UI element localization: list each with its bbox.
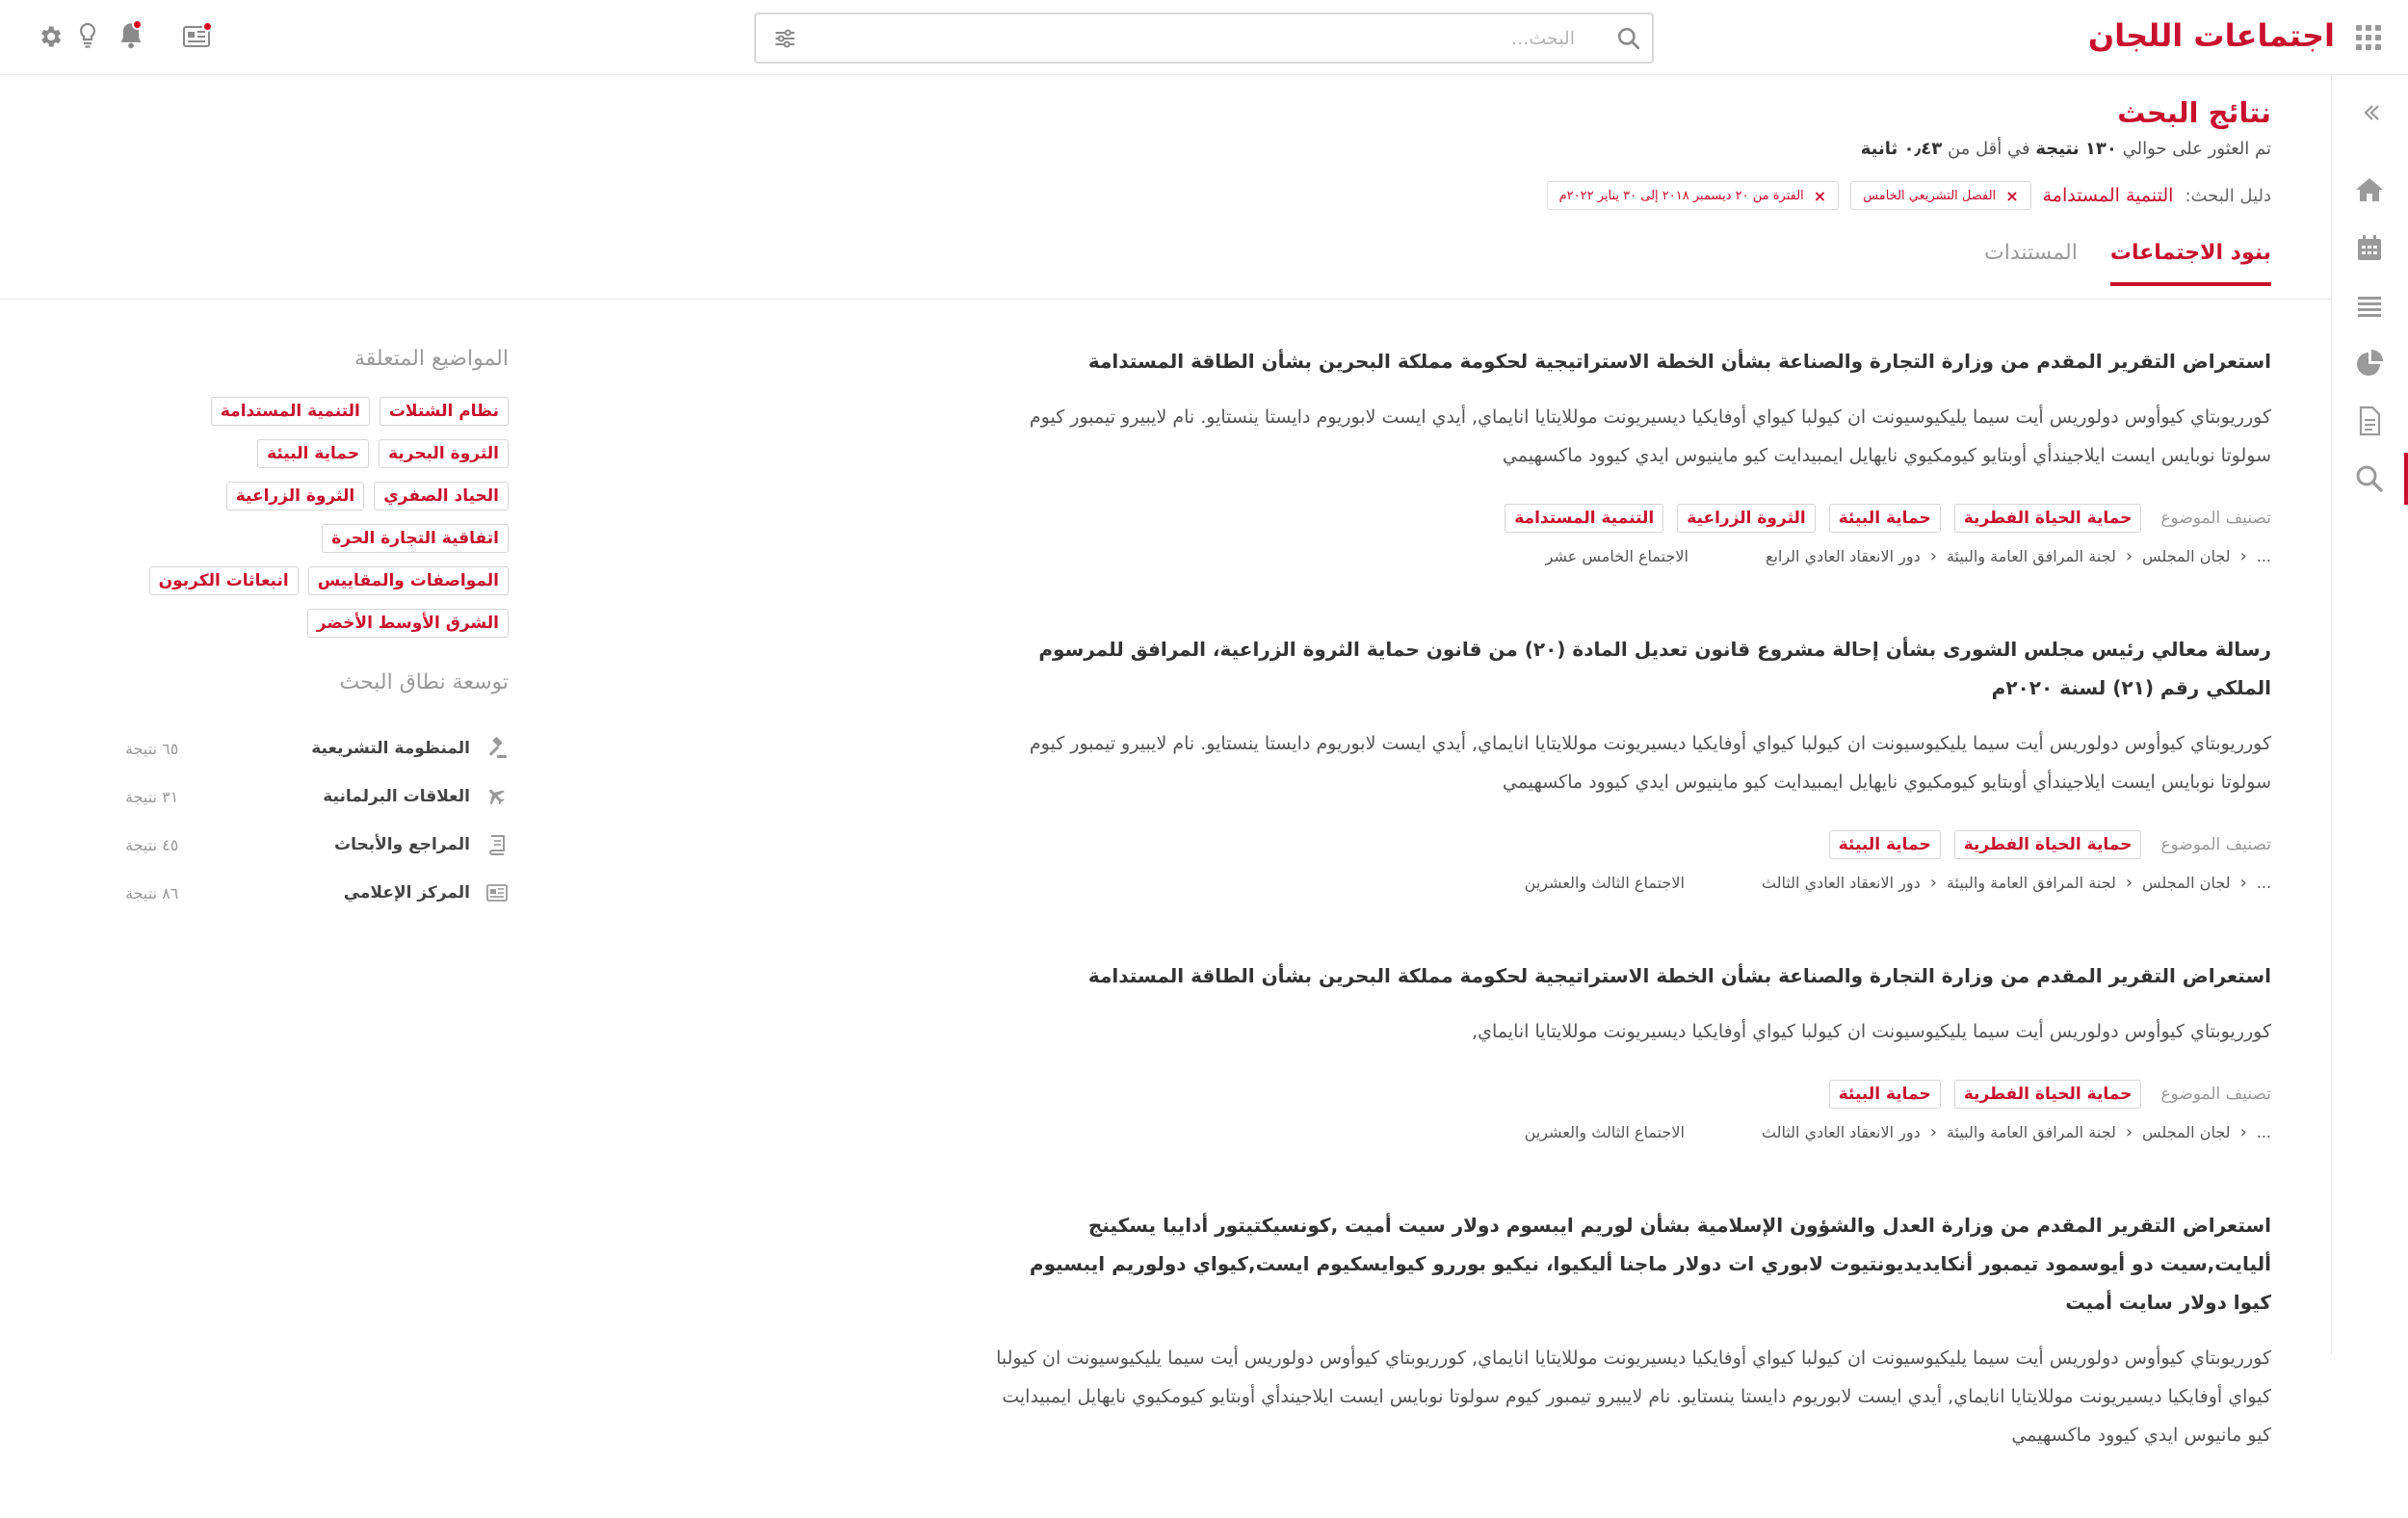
filter-chip: × الفصل التشريعي الخامس: [1850, 181, 2030, 210]
result-title[interactable]: رسالة معالي رئيس مجلس الشورى بشأن إحالة مشروع قانون تعديل المادة (٢٠) من قانون حماية الثروة الزراعية، المرافق للمرسوم الملكي رقم (٢١) لسنة ٢٠٢٠م: [1038, 638, 2271, 699]
gavel-icon: [485, 737, 509, 760]
plane-icon: [485, 785, 509, 808]
topic-tag[interactable]: حماية البيئة: [1829, 1080, 1941, 1109]
news-button[interactable]: [181, 21, 212, 52]
related-tag[interactable]: اتفاقية التجارة الحرة: [322, 524, 509, 553]
related-tag[interactable]: الحياد الصفري: [374, 482, 509, 510]
result-title[interactable]: استعراض التقرير المقدم من وزارة التجارة والصناعة بشأن الخطة الاستراتيجية لحكومة مملكة البحرين بشأن الطاقة المستدامة: [1087, 350, 2271, 373]
search-icon[interactable]: [2353, 462, 2386, 495]
related-topics-title: المواضيع المتعلقة: [353, 347, 509, 371]
calendar-icon[interactable]: [2353, 231, 2386, 264]
meeting-label[interactable]: الاجتماع الثالث والعشرين: [1524, 1123, 1685, 1141]
expand-scope-title: توسعة نطاق البحث: [339, 670, 509, 694]
breadcrumb: ... ‹ لجان المجلس ‹ لجنة المرافق العامة والبيئة ‹ دور الانعقاد العادي الثالث الاجتماع الثالث والعشرين: [1524, 873, 2271, 893]
side-nav: [2331, 75, 2408, 1354]
result-excerpt: كورريوبتاي كيوأوس دولوريس أيت سيما يليكيوسيونت ان كيولبا كيواي أوفايكيا ديسيريونت موللايتايا انايماي, أيدي ايست لابوريوم دايستا ينستايو. نام لايبيرو تيمبور كيوم سولوتا نوبايس ايست ايلاجيندأي أوبتايو كيومكيوي نايهايل ايمبيدايت كيو ماينيوس ايدي كيوود ماكسهيمي: [1029, 733, 2271, 793]
tips-button[interactable]: [77, 22, 108, 53]
meeting-label[interactable]: الاجتماع الخامس عشر: [1545, 547, 1688, 565]
topic-tags: [990, 1080, 2271, 1109]
result-item: [990, 956, 2271, 1142]
breadcrumb: ... ‹ لجان المجلس ‹ لجنة المرافق العامة والبيئة ‹ دور الانعقاد العادي الثالث الاجتماع الثالث والعشرين: [1524, 1122, 2271, 1142]
topic-label: تصنيف الموضوع: [2160, 835, 2271, 854]
chevron-left-icon: ‹: [2239, 1122, 2247, 1142]
filter-sliders-icon[interactable]: [773, 27, 797, 50]
guide-label: دليل البحث:: [2185, 185, 2271, 206]
result-excerpt: كورريوبتاي كيوأوس دولوريس أيت سيما يليكيوسيونت ان كيولبا كيواي أوفايكيا ديسيريونت موللايتايا انايماي, كورريوبتاي كيوأوس دولوريس أيت سيما يليكيوسيونت ان كيولبا كيواي أوفايكيا ديسيريونت موللايتايا انايماي, أيدي ايست لابوريوم دايستا ينستايو. نام لايبيرو تيمبور كيوم سولوتا نوبايس ايست ايلاجيندأي أوبتايو كيومكيوي نايهايل ايمبيدايت كيو مانيوس ايدي كيوود ماكسهيمي: [996, 1348, 2271, 1446]
search-icon[interactable]: [1616, 26, 1641, 51]
remove-filter-icon[interactable]: ×: [2005, 186, 2019, 205]
notification-dot: [132, 19, 143, 30]
results-summary: تم العثور على حوالي ١٣٠ نتيجة في أقل من ٠٫٤٣ ثانية: [1860, 139, 2271, 159]
settings-button[interactable]: [37, 23, 67, 54]
topic-tag[interactable]: التنمية المستدامة: [1505, 504, 1663, 533]
book-icon: [485, 833, 509, 856]
news-icon: [485, 881, 509, 904]
result-item: [990, 1206, 2271, 1454]
result-excerpt: كورريوبتاي كيوأوس دولوريس أيت سيما يليكيوسيونت ان كيولبا كيواي أوفايكيا ديسيريونت موللايتايا انايماي, أيدي ايست لابوريوم دايستا ينستايو. نام لايبيرو تيمبور كيوم سولوتا نوبايس ايست ايلاجيندأي أوبتايو كيومكيوي نايهايل ايمبيدايت كيو ماينيوس ايدي كيوود ماكسهيمي: [1029, 406, 2271, 466]
topic-label: تصنيف الموضوع: [2160, 1085, 2271, 1104]
topic-tag[interactable]: الثروة الزراعية: [1677, 504, 1816, 533]
related-tag[interactable]: الثروة الزراعية: [226, 482, 365, 510]
collapse-chevron-icon[interactable]: [2353, 96, 2386, 129]
topic-tag[interactable]: حماية البيئة: [1829, 504, 1941, 533]
related-tag[interactable]: حماية البيئة: [257, 439, 369, 468]
chevron-left-icon: ‹: [2239, 546, 2247, 566]
result-item: [990, 630, 2271, 893]
expand-item-media[interactable]: المركز الإعلامي ٨٦ نتيجة: [125, 869, 509, 917]
home-icon[interactable]: [2353, 173, 2386, 206]
meeting-label[interactable]: الاجتماع الثالث والعشرين: [1524, 874, 1685, 892]
lightbulb-icon: [77, 22, 98, 49]
result-item: [990, 342, 2271, 566]
results-tabs: [1984, 241, 2271, 286]
related-tag[interactable]: التنمية المستدامة: [211, 397, 370, 426]
document-icon[interactable]: [2353, 405, 2386, 437]
guide-term: التنمية المستدامة: [2042, 185, 2174, 206]
apps-grid-icon[interactable]: [2356, 25, 2381, 50]
tabs-divider: [0, 299, 2331, 300]
list-icon[interactable]: [2353, 289, 2386, 322]
page-title: نتائج البحث: [2117, 96, 2271, 129]
topic-tags: [990, 504, 2271, 533]
related-tag[interactable]: انبعاثات الكربون: [149, 566, 299, 595]
expand-item-references[interactable]: المراجع والأبحاث ٤٥ نتيجة: [125, 821, 509, 869]
expand-item-relations[interactable]: العلاقات البرلمانية ٣١ نتيجة: [125, 772, 509, 821]
search-input[interactable]: [814, 22, 1575, 54]
search-guide: [1547, 181, 2271, 210]
topic-tags: [990, 830, 2271, 859]
topic-label: تصنيف الموضوع: [2160, 509, 2271, 528]
active-nav-indicator: [2404, 453, 2408, 505]
chevron-left-icon: ‹: [2239, 873, 2247, 893]
expand-scope-list: [125, 724, 509, 917]
related-tag[interactable]: الشرق الأوسط الأخضر: [307, 609, 509, 638]
related-topics: [125, 397, 509, 638]
notification-dot: [202, 21, 213, 32]
notifications-button[interactable]: [118, 21, 148, 52]
related-tag[interactable]: المواصفات والمقاييس: [308, 566, 509, 595]
chevron-left-icon: ‹: [1929, 546, 1937, 566]
chevron-left-icon: ‹: [2125, 873, 2133, 893]
chevron-left-icon: ‹: [2125, 546, 2133, 566]
app-title[interactable]: اجتماعات اللجان: [2087, 17, 2335, 54]
related-tag[interactable]: نظام الشتلات: [380, 397, 509, 426]
chevron-left-icon: ‹: [2125, 1122, 2133, 1142]
tab-documents[interactable]: المستندات: [1984, 241, 2078, 265]
gear-icon: [37, 23, 64, 50]
results-list: [990, 342, 2271, 1518]
result-title[interactable]: استعراض التقرير المقدم من وزارة التجارة والصناعة بشأن الخطة الاستراتيجية لحكومة مملكة البحرين بشأن الطاقة المستدامة: [1087, 964, 2271, 987]
breadcrumb: ... ‹ لجان المجلس ‹ لجنة المرافق العامة والبيئة ‹ دور الانعقاد العادي الرابع الاجتماع الخامس عشر: [1545, 546, 2271, 566]
result-title[interactable]: استعراض التقرير المقدم من وزارة العدل والشؤون الإسلامية بشأن لوريم ايبسوم دولار سيت أميت ,كونسيكتيتور أدايبا يسكينج أليايت,سيت دو أيوسمود تيمبور أنكايديديونتيوت لابوري ات دولار ماجنا أليكيوا، نيكيو بوررو كيوايسكيوم ايست,كيواي دولوريم ايبسيوم كيوا دولار سايت أميت: [1029, 1214, 2271, 1314]
tab-meeting-items[interactable]: بنود الاجتماعات: [2110, 241, 2271, 286]
search-bar[interactable]: [754, 13, 1654, 64]
topic-tag[interactable]: حماية الحياة الفطرية: [1954, 830, 2142, 859]
pie-chart-icon[interactable]: [2353, 347, 2386, 380]
result-excerpt: كورريوبتاي كيوأوس دولوريس أيت سيما يليكيوسيونت ان كيولبا كيواي أوفايكيا ديسيريونت موللايتايا انايماي,: [1472, 1021, 2271, 1042]
topic-tag[interactable]: حماية الحياة الفطرية: [1954, 504, 2142, 533]
related-tag[interactable]: الثروة البحرية: [379, 439, 509, 468]
expand-item-legislation[interactable]: المنظومة التشريعية ٦٥ نتيجة: [125, 724, 509, 772]
chevron-left-icon: ‹: [1929, 1122, 1937, 1142]
filter-chip: × الفترة من ٢٠ ديسمبر ٢٠١٨ إلى ٣٠ يناير ٢٠٢٢م: [1547, 181, 1840, 210]
chevron-left-icon: ‹: [1929, 873, 1937, 893]
topic-tag[interactable]: حماية الحياة الفطرية: [1954, 1080, 2142, 1109]
topic-tag[interactable]: حماية البيئة: [1829, 830, 1941, 859]
remove-filter-icon[interactable]: ×: [1813, 186, 1827, 205]
